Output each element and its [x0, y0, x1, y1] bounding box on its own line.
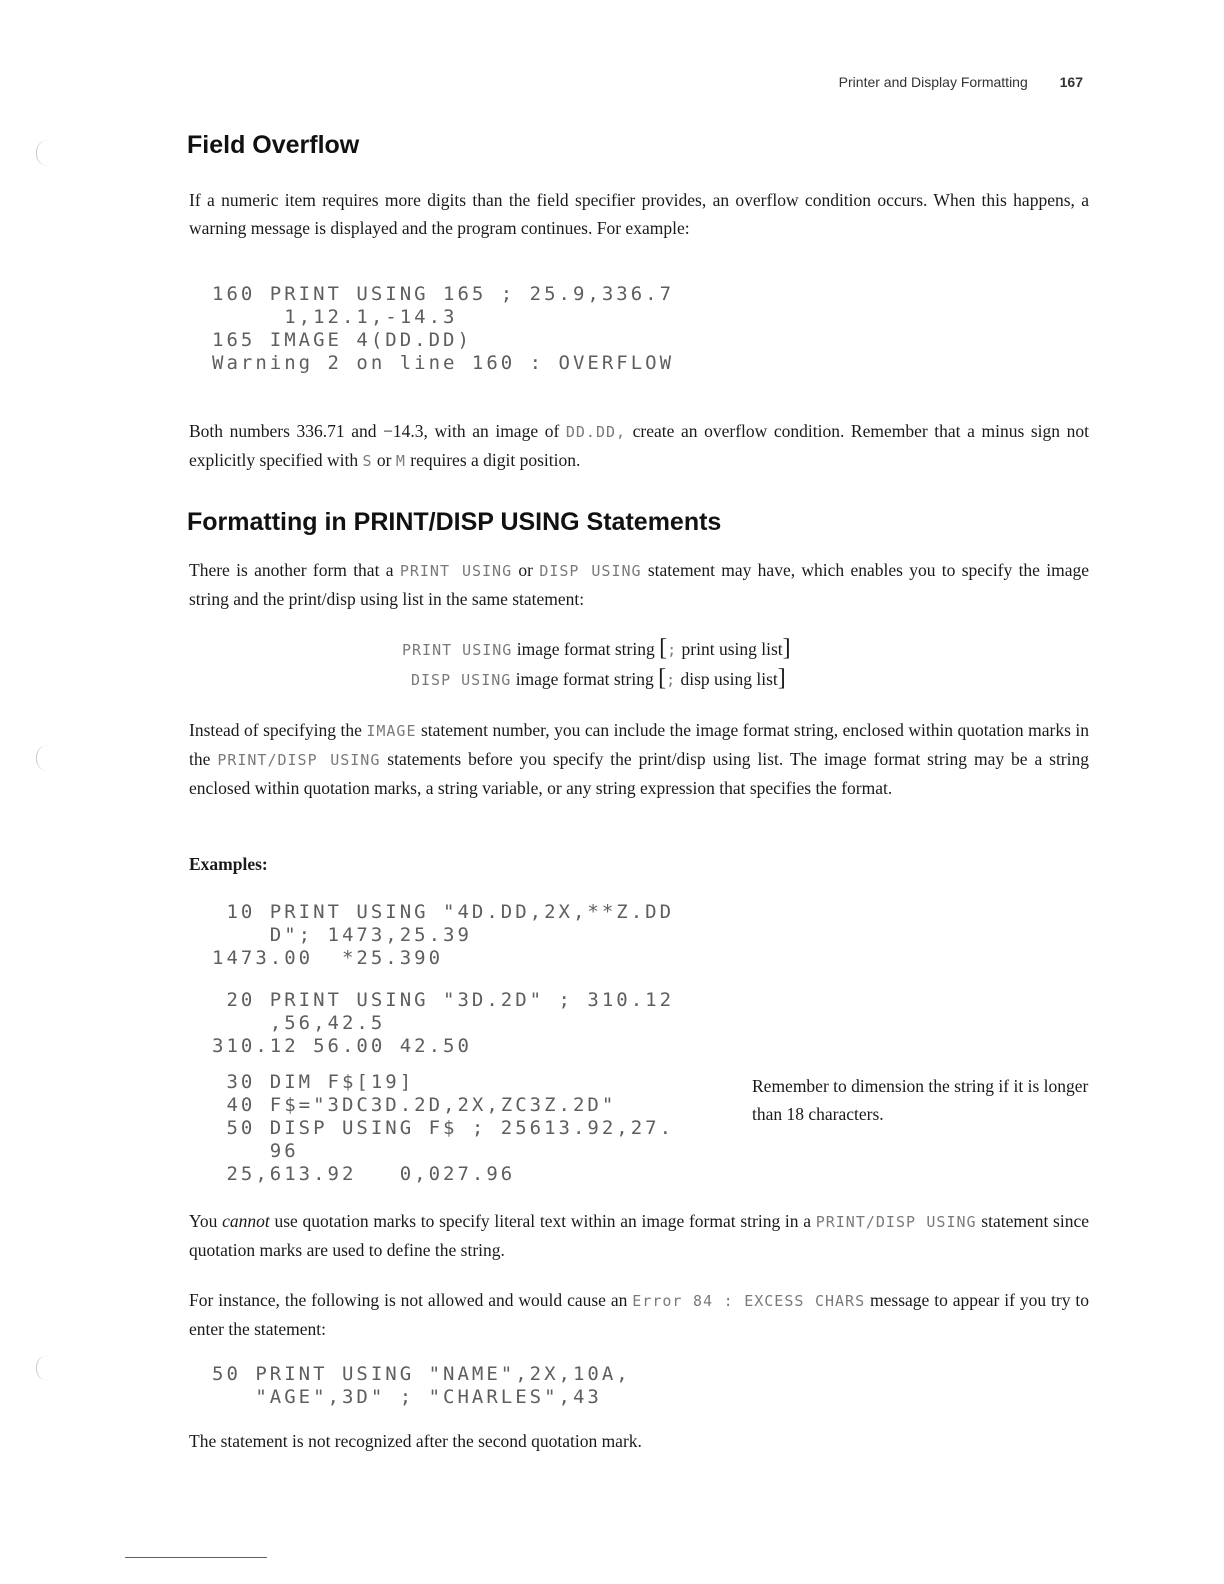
page-number: 167	[1059, 74, 1083, 90]
binding-mark	[36, 140, 49, 166]
overflow-explanation: Both numbers 336.71 and −14.3, with an image of DD.DD, create an overflow condition. Remember that a minus sign not explicitly specified with S or M requires a digit position.	[189, 421, 1089, 470]
intro-paragraph: If a numeric item requires more digits than the field specifier provides, an overflow condition occurs. When this happens, a warning message is displayed and the program continues. For example:	[189, 190, 1089, 238]
section-heading-formatting: Formatting in PRINT/DISP USING Statements	[187, 508, 722, 536]
paragraph-for-instance: For instance, the following is not allowed and would cause an Error 84 : EXCESS CHARS message to appear if you try to enter the statement:	[189, 1290, 1089, 1339]
syntax-keyword: PRINT USING	[402, 641, 513, 659]
inline-code: IMAGE	[366, 722, 417, 740]
syntax-disp-using: DISP USING image format string [; disp using list]	[411, 665, 786, 691]
running-header	[839, 74, 1083, 90]
examples-label: Examples:	[189, 854, 268, 874]
inline-code: PRINT/DISP USING	[217, 751, 381, 769]
footer-rule	[125, 1557, 267, 1558]
example-10: 10 PRINT USING "4D.DD,2X,**Z.DD D"; 1473,25.39 1473.00 *25.390	[212, 901, 675, 969]
example-30-50: 30 DIM F$[19] 40 F$="3DC3D.2D,2X,ZC3Z.2D" 50 DISP USING F$ ; 25613.92,27. 96 25,613.92 0,027.96	[226, 1071, 675, 1185]
inline-code: DISP USING	[539, 562, 642, 580]
inline-code: M	[395, 452, 406, 470]
inline-code: S	[362, 452, 373, 470]
running-title: Printer and Display Formatting	[838, 74, 1028, 90]
section-heading-field-overflow: Field Overflow	[187, 131, 360, 159]
invalid-example: 50 PRINT USING "NAME",2X,10A, "AGE",3D" ; "CHARLES",43	[212, 1363, 631, 1408]
overflow-code-example: 160 PRINT USING 165 ; 25.9,336.7 1,12.1,-14.3 165 IMAGE 4(DD.DD) Warning 2 on line 160 : OVERFLOW	[212, 283, 675, 374]
paragraph-instead: Instead of specifying the IMAGE statement number, you can include the image format string, enclosed within quotation marks in the PRINT/DISP USING statements before you specify the print/disp using list. The image format string may be a string enclosed within quotation marks, a string variable, or any string expression that specifies the format.	[189, 720, 1089, 798]
binding-mark	[36, 1355, 49, 1381]
paragraph-another-form: There is another form that a PRINT USING or DISP USING statement may have, which enables you to specify the image string and the print/disp using list in the same statement:	[189, 560, 1090, 609]
paragraph-not-recognized: The statement is not recognized after the second quotation mark.	[189, 1431, 642, 1451]
syntax-keyword: DISP USING	[411, 671, 512, 689]
binding-mark	[36, 745, 49, 771]
inline-code: PRINT USING	[399, 562, 513, 580]
inline-code: PRINT/DISP USING	[815, 1213, 977, 1231]
inline-code: DD.DD,	[565, 423, 627, 441]
side-note: Remember to dimension the string if it is longer than 18 characters.	[752, 1076, 1089, 1124]
syntax-print-using: PRINT USING image format string [; print using list]	[402, 635, 791, 661]
example-20: 20 PRINT USING "3D.2D" ; 310.12 ,56,42.5 310.12 56.00 42.50	[212, 989, 675, 1057]
inline-code: Error 84 : EXCESS CHARS	[632, 1292, 866, 1310]
paragraph-cannot: You cannot use quotation marks to specify literal text within an image format string in a PRINT/DISP USING statement since quotation marks are used to define the string.	[189, 1211, 1090, 1260]
